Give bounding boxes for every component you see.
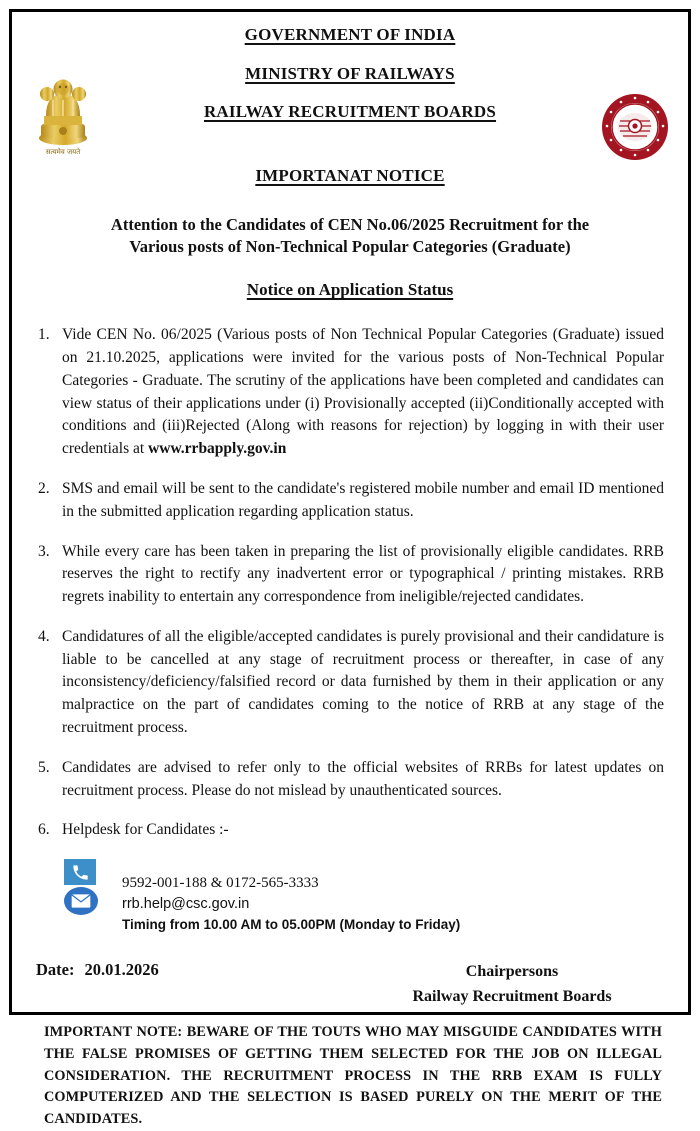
notice-content — [12, 12, 688, 1128]
heading-government: GOVERNMENT OF INDIA — [244, 25, 456, 44]
item-number: 2. — [38, 479, 50, 497]
signature-row — [28, 960, 672, 1012]
helpdesk-email[interactable]: rrb.help@csc.gov.in — [122, 896, 250, 913]
rrbapply-website-link[interactable]: www.rrbapply.gov.in — [148, 440, 287, 458]
phone-icon — [64, 859, 96, 885]
item-text: While every care has been taken in preparing the list of provisionally eligible candidates. RRB reserves the right to rectify any inadvertent error or typographical / printing mistakes. RRB regrets inability to entertain any correspondence from ineligible/rejected candidates. — [62, 542, 664, 606]
heading-important-notice: IMPORTANAT NOTICE — [255, 166, 445, 186]
list-item — [34, 478, 664, 524]
helpdesk-phone: 9592-001-188 & 0172-565-3333 — [122, 875, 319, 892]
helpdesk-timing: Timing from 10.00 AM to 05.00PM (Monday to Friday) — [122, 917, 461, 932]
organisation-label: Railway Recruitment Boards — [412, 987, 612, 1005]
ashoka-emblem-icon — [34, 60, 92, 160]
indian-railways-logo-icon — [600, 92, 670, 162]
helpdesk-contact-block — [34, 859, 664, 934]
notice-page-border — [9, 9, 691, 1128]
list-item — [34, 541, 664, 609]
heading-boards: RAILWAY RECRUITMENT BOARDS — [203, 102, 497, 122]
list-item — [34, 819, 664, 842]
envelope-icon — [64, 887, 98, 915]
item-1-text: Vide CEN No. 06/2025 (Various posts of Non Technical Popular Categories (Graduate) issued on 21.10.2025, applications were invited for the various posts of Non-Technical Popular Categories - Graduate. The scrutiny of the applications have been completed and candidates can view status of their applications under (i) Provisionally accepted (ii)Conditionally accepted with conditions and (iii)Rejected (Along with reasons for rejection) by logging in with their user credentials at — [62, 326, 664, 458]
item-number: 1. — [38, 326, 50, 344]
attention-heading — [28, 214, 672, 259]
attention-line-1: Attention to the Candidates of CEN No.06/2025 Recruitment for the — [110, 214, 590, 234]
date-label: Date: — [36, 960, 75, 980]
item-number: 4. — [38, 627, 50, 645]
item-text — [62, 324, 664, 461]
date-value: 20.01.2026 — [84, 960, 159, 980]
item-text: Candidatures of all the eligible/accepted candidates is purely provisional and their candidature is liable to be cancelled at any stage of recruitment process or thereafter, in case of any inconsistency/deficiency/falsified record or data furnished by them in their application or any malpractice on the part of candidates coming to the notice of RRB at any stage of the recruitment process. — [62, 627, 664, 736]
item-text: Candidates are advised to refer only to the official websites of RRBs for latest updates on recruitment process. Please do not mislead by unauthenticated sources. — [62, 758, 664, 799]
attention-line-2: Various posts of Non-Technical Popular Categories (Graduate) — [129, 237, 571, 257]
item-number: 3. — [38, 542, 50, 560]
chairperson-block — [362, 960, 662, 1010]
date-block — [36, 960, 159, 980]
list-item — [34, 324, 664, 461]
heading-ministry: MINISTRY OF RAILWAYS — [245, 63, 455, 83]
item-number: 5. — [38, 758, 50, 776]
item-number: 6. — [38, 821, 50, 839]
important-note: IMPORTANT NOTE: BEWARE OF THE TOUTS WHO MAY MISGUIDE CANDIDATES WITH THE FALSE PROMISES OF GETTING THEM SELECTED FOR THE JOB ON ILLEGAL CONSIDERATION. THE RECRUITMENT PROCESS IN THE RRB EXAM IS FULLY COMPUTERIZED AND THE SELECTION IS BASED PURELY ON THE MERIT OF THE CANDIDATES. — [44, 1024, 662, 1128]
notice-subject-heading: Notice on Application Status — [246, 280, 454, 300]
emblem-caption: सत्यमेव जयते — [45, 148, 81, 156]
notice-items-list — [28, 324, 672, 934]
item-text: SMS and email will be sent to the candidate's registered mobile number and email ID mentioned in the submitted application regarding application status. — [62, 479, 664, 520]
helpdesk-icons — [64, 859, 122, 915]
list-item — [34, 626, 664, 740]
list-item — [34, 757, 664, 803]
chairpersons-label: Chairpersons — [465, 963, 559, 981]
item-text: Helpdesk for Candidates :- — [62, 821, 229, 839]
helpdesk-details — [122, 859, 664, 934]
